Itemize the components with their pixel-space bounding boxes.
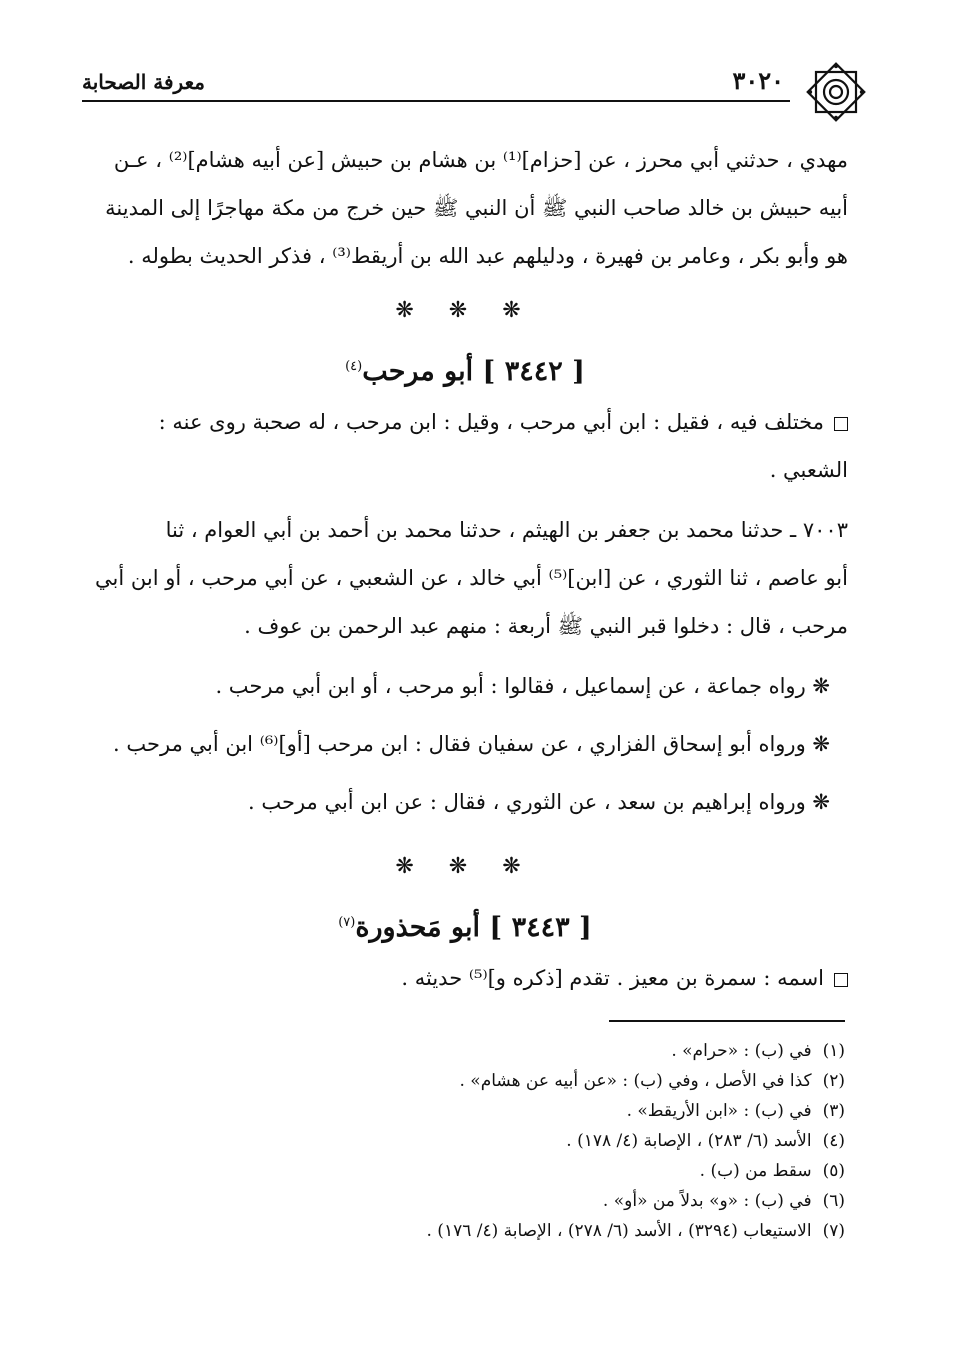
footnote-number: (٣) xyxy=(822,1101,845,1121)
text-line: الشعبي . xyxy=(769,458,848,482)
footnote-number: (٧) xyxy=(822,1221,845,1241)
header-rule xyxy=(82,100,790,102)
text-line: أبو عاصم ، ثنا الثوري ، عن [ابن]⁽⁵⁾ أبي خالد ، عن الشعبي ، عن أبي مرحب ، أو ابن أبي xyxy=(95,566,848,590)
text-line xyxy=(82,954,848,1002)
footnote-text: في (ب) : «حرام» . xyxy=(671,1041,812,1061)
spacer xyxy=(82,494,848,506)
footnote-number: (٦) xyxy=(822,1191,845,1211)
entry-heading xyxy=(82,336,848,398)
footnote xyxy=(105,1036,845,1066)
footnote xyxy=(105,1186,845,1216)
footnote-ref: (٧) xyxy=(338,915,356,930)
footnote xyxy=(105,1096,845,1126)
footnotes xyxy=(105,1036,845,1246)
square-bullet-icon xyxy=(834,417,848,431)
narration-item: ❋ ورواه أبو إسحاق الفزاري ، عن سفيان فقال : ابن مرحب [أو]⁽⁶⁾ ابن أبي مرحب . xyxy=(113,732,830,756)
footnote-text: سقط من (ب) . xyxy=(699,1161,812,1181)
footnote-text: في (ب) : «ابن الأريقط» . xyxy=(626,1101,812,1121)
entry-intro: مختلف فيه ، فقيل : ابن أبي مرحب ، وقيل : ابن مرحب ، له صحبة روى عنه : xyxy=(158,410,824,434)
star-ornament-icon xyxy=(802,58,870,126)
entry-title: [ ٣٤٤٢ ] أبو مرحب xyxy=(362,356,585,387)
spacer xyxy=(82,650,848,662)
page-header xyxy=(82,58,852,106)
entry-intro: اسمه : سمرة بن معيز . تقدم [ذكره و]⁽⁵⁾ حديثه . xyxy=(401,966,824,990)
footnote-number: (٢) xyxy=(822,1071,845,1091)
footnote xyxy=(105,1216,845,1246)
footnote-text: كذا في الأصل ، وفي (ب) : «عن أبيه عن هشام» . xyxy=(459,1071,812,1091)
text-line: أبيه حبيش بن خالد صاحب النبي ﷺ أن النبي ﷺ حين خرج من مكة مهاجرًا إلى المدينة xyxy=(105,196,848,220)
footnote-number: (٤) xyxy=(822,1131,845,1151)
narration-item: ❋ رواه جماعة ، عن إسماعيل ، فقالوا : أبو مرحب ، أو ابن أبي مرحب . xyxy=(215,674,830,698)
text-line xyxy=(82,398,848,446)
footnote-rule xyxy=(609,1020,845,1022)
main-text xyxy=(82,136,848,1002)
footnote-number: (٥) xyxy=(822,1161,845,1181)
section-separator: ❋ ❋ ❋ xyxy=(395,854,535,879)
entry-heading xyxy=(82,892,848,954)
text-line: مهدي ، حدثني أبي محرز ، عن [حزام]⁽¹⁾ بن هشام بن حبيش [عن أبيه هشام]⁽²⁾ ، عـن xyxy=(113,148,848,172)
text-line: هو وأبو بكر ، وعامر بن فهيرة ، ودليلهم عبد الله بن أريقط⁽³⁾ ، فذكر الحديث بطوله . xyxy=(127,244,848,268)
text-line: مرحب ، قال : دخلوا قبر النبي ﷺ أربعة : منهم عبد الرحمن بن عوف . xyxy=(244,614,848,638)
book-title: معرفة الصحابة xyxy=(82,70,205,94)
footnote-number: (١) xyxy=(822,1041,845,1061)
footnote-ref: (٤) xyxy=(345,359,363,374)
footnote-text: في (ب) : «و» بدلاً من «أو» . xyxy=(602,1191,812,1211)
narration-item: ❋ ورواه إبراهيم بن سعد ، عن الثوري ، فقال : عن ابن أبي مرحب . xyxy=(248,790,830,814)
footnote xyxy=(105,1126,845,1156)
footnote xyxy=(105,1066,845,1096)
page-number: ٣٠٢٠ xyxy=(732,66,784,95)
section-separator: ❋ ❋ ❋ xyxy=(395,298,535,323)
footnote xyxy=(105,1156,845,1186)
square-bullet-icon xyxy=(834,973,848,987)
text-line: ٧٠٠٣ ـ حدثنا محمد بن جعفر بن الهيثم ، حدثنا محمد بن أحمد بن أبي العوام ، ثنا xyxy=(165,518,848,542)
footnote-text: الأسد (٦/ ٢٨٣) ، الإصابة (٤/ ١٧٨) . xyxy=(566,1131,812,1151)
footnote-text: الاستيعاب (٣٢٩٤) ، الأسد (٦/ ٢٧٨) ، الإصابة (٤/ ١٧٦) . xyxy=(426,1221,812,1241)
entry-title: [ ٣٤٤٣ ] أبو مَحذورة xyxy=(355,912,592,943)
